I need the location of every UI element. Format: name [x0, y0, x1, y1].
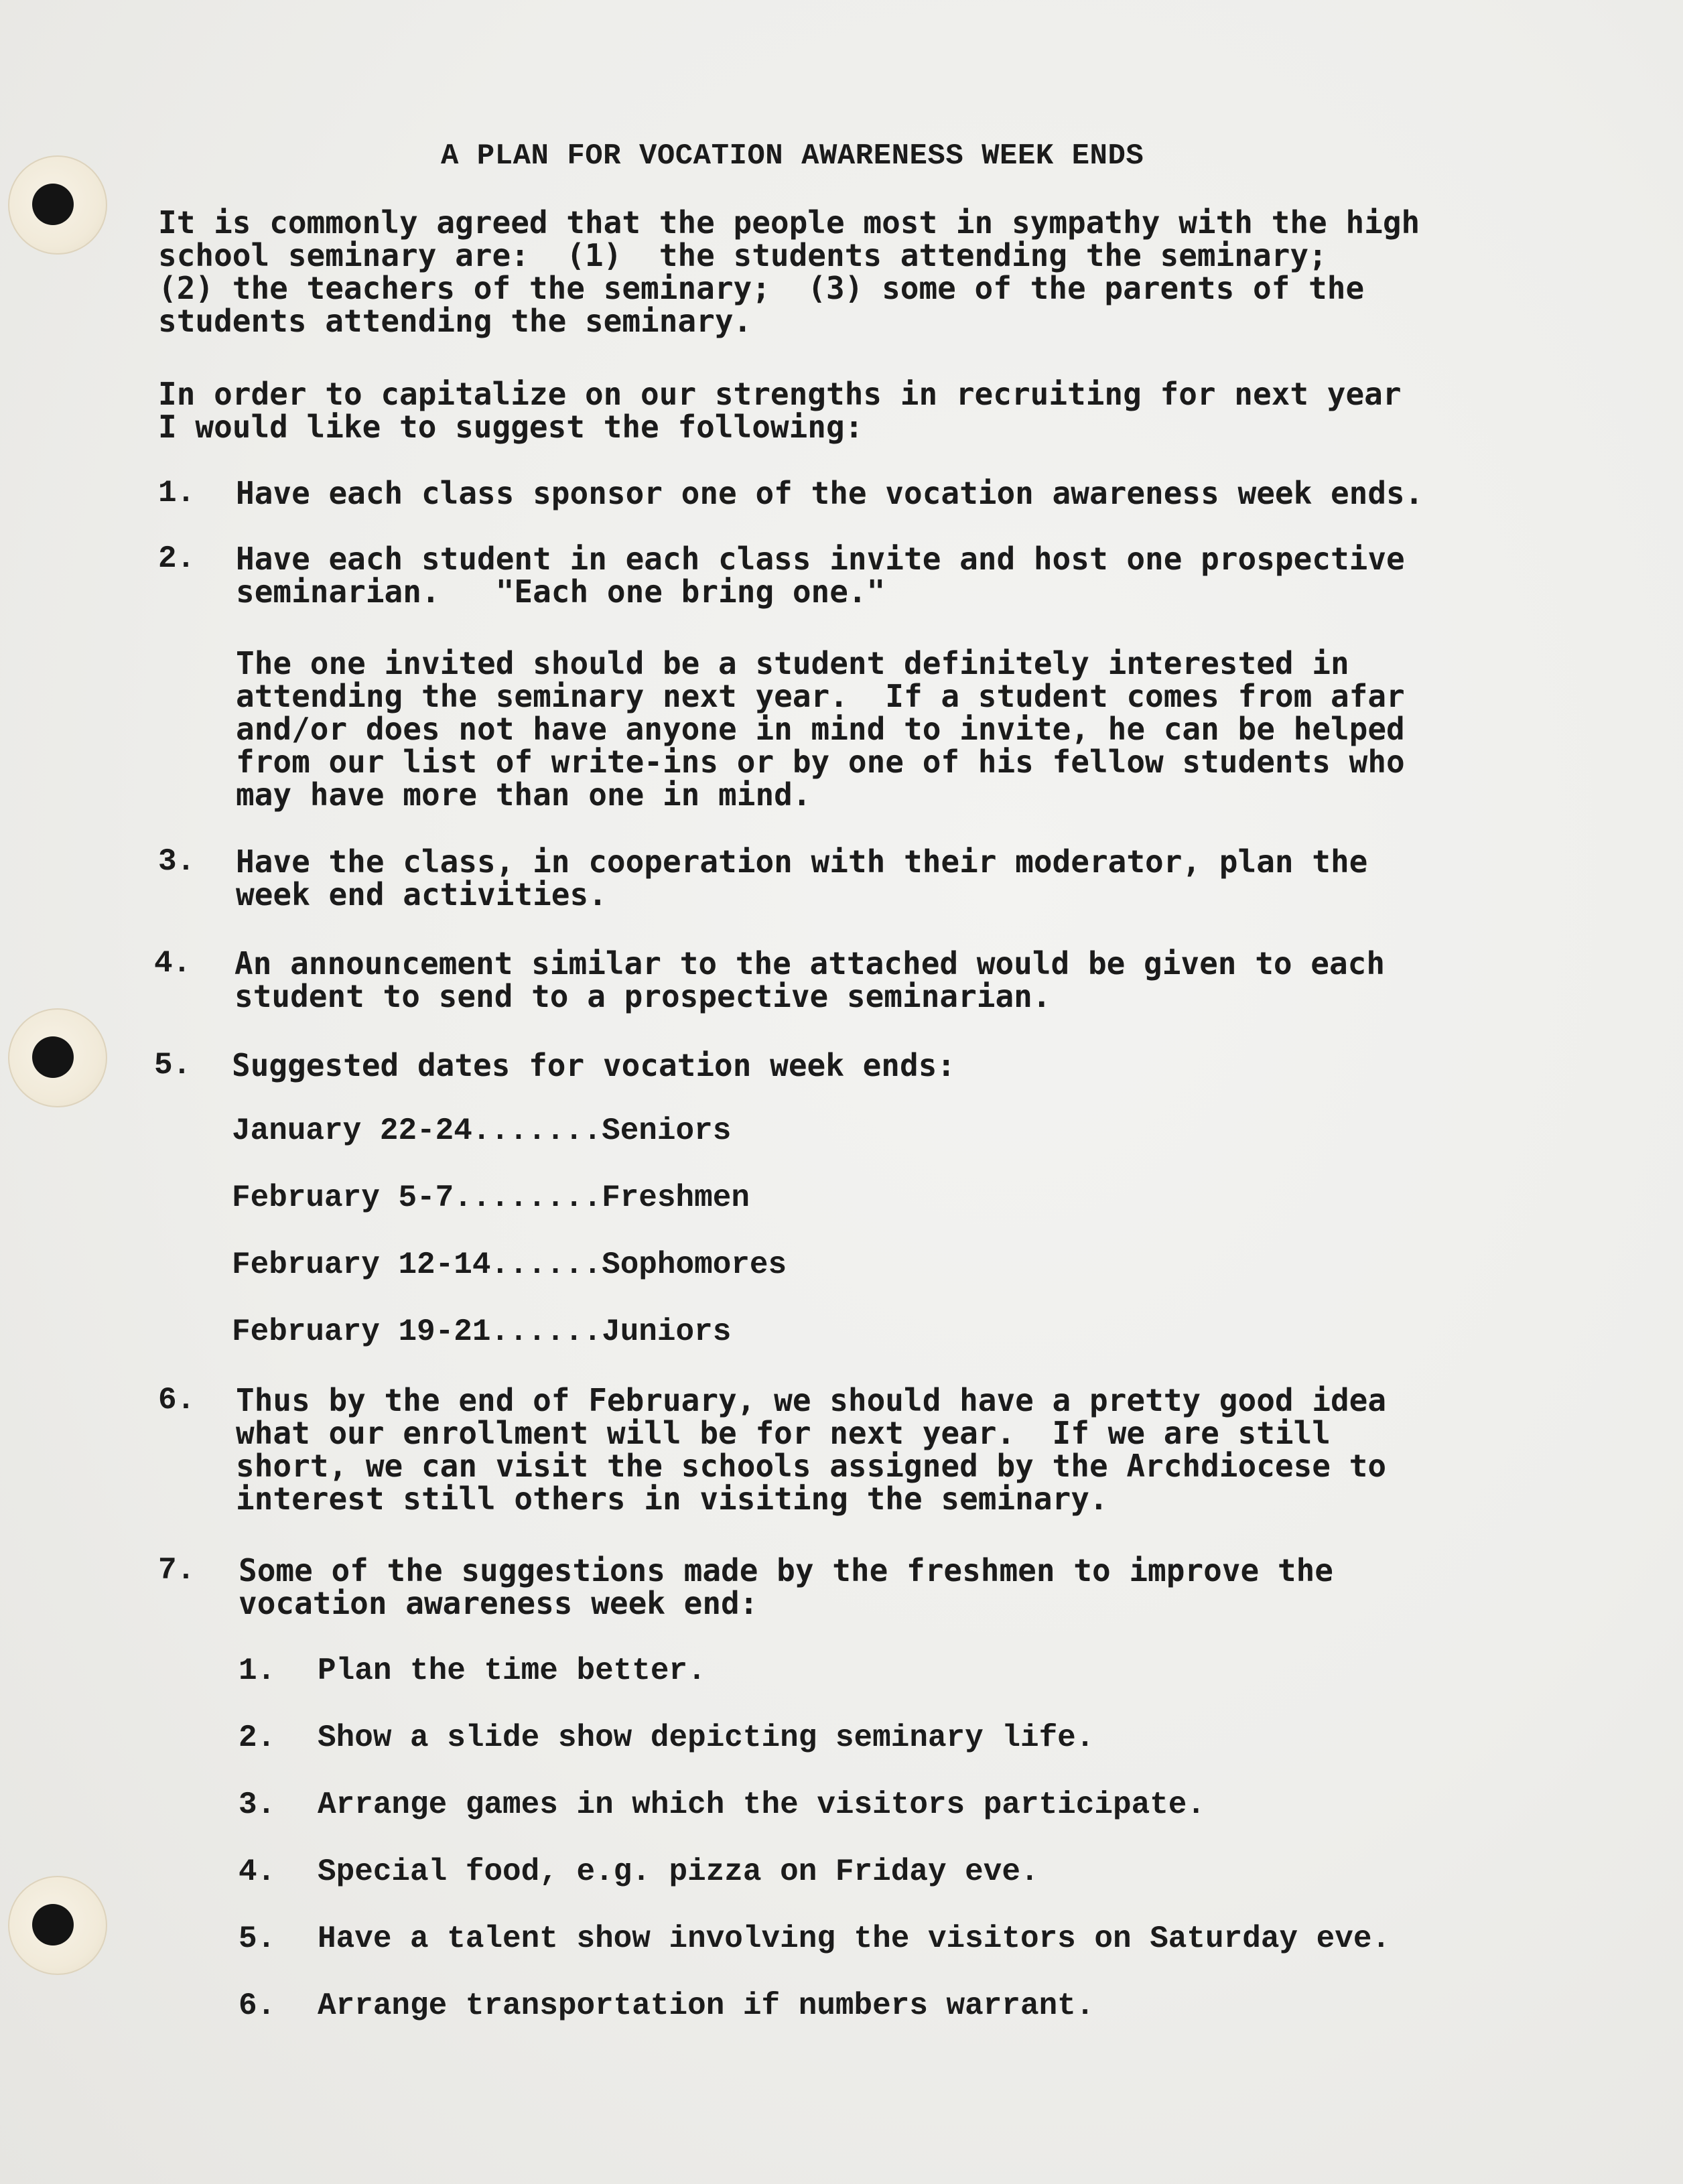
intro-line: school seminary are: (1) the students attending the seminary;	[158, 237, 1327, 273]
item-number-5: 5.	[154, 1048, 192, 1083]
item-text-6	[236, 1384, 1386, 1515]
item-line: from our list of write-ins or by one of his fellow students who	[236, 744, 1405, 780]
item-number-2: 2.	[158, 541, 196, 576]
item-line: Some of the suggestions made by the freshmen to improve the	[239, 1552, 1333, 1588]
item-line: and/or does not have anyone in mind to invite, he can be helped	[236, 711, 1405, 747]
item-text-1	[236, 477, 1423, 510]
item-number-6: 6.	[158, 1383, 196, 1418]
binder-hole-top	[8, 155, 107, 255]
suggestion-number: 6.	[239, 1988, 276, 2023]
item-line: The one invited should be a student definitely interested in	[236, 645, 1349, 681]
item-line: Have each student in each class invite and host one prospective	[236, 541, 1405, 577]
intro-paragraph-1	[158, 206, 1420, 338]
suggestion-text: Special food, e.g. pizza on Friday eve.	[318, 1854, 1039, 1889]
suggestion-number: 3.	[239, 1787, 276, 1822]
item-line: student to send to a prospective seminarian.	[234, 978, 1051, 1014]
item-number-3: 3.	[158, 844, 196, 879]
item-line: An announcement similar to the attached would be given to each	[234, 945, 1386, 981]
item-number-7: 7.	[158, 1553, 196, 1588]
suggestion-text: Show a slide show depicting seminary life.	[318, 1720, 1095, 1755]
suggestion-number: 4.	[239, 1854, 276, 1889]
date-entry-seniors: January 22-24.......Seniors	[232, 1113, 732, 1148]
intro-line: In order to capitalize on our strengths in recruiting for next year	[158, 376, 1402, 412]
item-line: seminarian. "Each one bring one."	[236, 573, 886, 610]
date-entry-juniors: February 19-21......Juniors	[232, 1314, 732, 1349]
item-line: Have each class sponsor one of the vocation awareness week ends.	[236, 475, 1424, 511]
suggestion-number: 5.	[239, 1921, 276, 1956]
item-2-continuation	[236, 647, 1405, 811]
binder-hole-bottom	[8, 1876, 107, 1975]
intro-line: students attending the seminary.	[158, 303, 752, 339]
document-title: A PLAN FOR VOCATION AWARENESS WEEK ENDS	[441, 139, 1144, 173]
item-text-3	[236, 845, 1367, 911]
suggestion-text: Have a talent show involving the visitors on Saturday eve.	[318, 1921, 1391, 1956]
item-line: vocation awareness week end:	[239, 1585, 758, 1621]
item-text-2	[236, 543, 1405, 608]
item-number-1: 1.	[158, 476, 196, 510]
item-line: interest still others in visiting the seminary.	[236, 1481, 1108, 1517]
suggestion-text: Arrange games in which the visitors participate.	[318, 1787, 1206, 1822]
suggestion-text: Plan the time better.	[318, 1653, 706, 1688]
date-entry-sophomores: February 12-14......Sophomores	[232, 1247, 787, 1282]
suggestion-number: 1.	[239, 1653, 276, 1688]
intro-line: (2) the teachers of the seminary; (3) some of the parents of the	[158, 270, 1365, 306]
item-text-4	[234, 947, 1385, 1013]
binder-hole-middle	[8, 1008, 107, 1107]
suggestion-number: 2.	[239, 1720, 276, 1755]
item-line: what our enrollment will be for next year. If we are still	[236, 1415, 1331, 1451]
item-line: Have the class, in cooperation with their moderator, plan the	[236, 843, 1368, 880]
item-line: Suggested dates for vocation week ends:	[232, 1047, 956, 1083]
suggestion-text: Arrange transportation if numbers warrant.	[318, 1988, 1095, 2023]
intro-line: It is commonly agreed that the people most in sympathy with the high	[158, 204, 1420, 241]
item-line: Thus by the end of February, we should have a pretty good idea	[236, 1382, 1387, 1418]
intro-paragraph-2	[158, 378, 1402, 443]
date-entry-freshmen: February 5-7........Freshmen	[232, 1180, 750, 1215]
intro-line: I would like to suggest the following:	[158, 409, 864, 445]
item-line: attending the seminary next year. If a student comes from afar	[236, 678, 1405, 714]
item-line: week end activities.	[236, 876, 607, 912]
item-text-5	[232, 1049, 955, 1082]
item-line: short, we can visit the schools assigned by the Archdiocese to	[236, 1448, 1387, 1484]
item-line: may have more than one in mind.	[236, 776, 811, 813]
item-number-4: 4.	[154, 946, 192, 981]
item-text-7	[239, 1554, 1333, 1620]
